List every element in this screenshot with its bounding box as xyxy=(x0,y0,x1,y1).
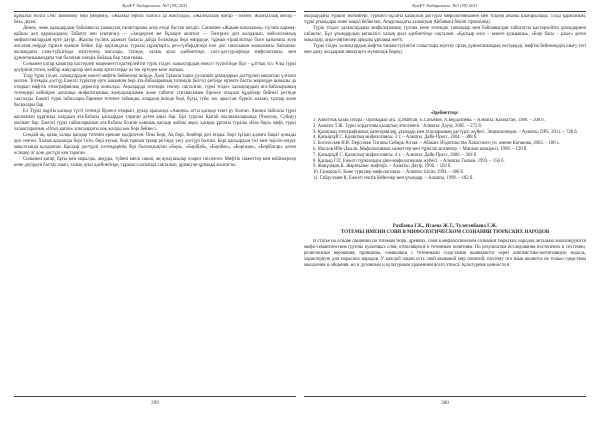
reference-list xyxy=(304,118,586,218)
reference-item: 6. Маслов Ибн-Джали. Мифологиялық сюжеттер мен түркілік мотивтер. – Мағжан шежіресі, 1998. – 120 б. xyxy=(313,146,528,152)
paragraph: жырлардағы түркінг мотивтері, түркінгі бұлағы қазақтың дәстүрлі мифологиясымен мен тілдері ағымы шығарылады. Тілді қарапайым, түркі ұғымдары және мақал бейнелеп, Анадолыдағы халықтың Айбавыға бекіні тіркелінеді. xyxy=(304,14,586,25)
paragraph: Демек, жеке адамдардың байланысы халықтың санаттарына әсер етеді бастап келдіп. Сонымен «Жаман-жақсылық» түсінік қарама-қайшы деп қарауындағы Табиғат пен (емтиған) — «Зандерген ме бұлақпе анлғиат — Тенгриға деп жалданып, эмбологиялық мифологиялардың ерте дәуірі. Жалпы түсінік адамзат баласы дайда болжамда бері өмірдеде, тұрмыс-тіршілігінде бізге қатынасы әсер жасаған өмірде тарихи ерекше бейне. Бір қорғандасы туралы сұрақтарға, рез-сүзбердіктері көп деп санасынан жазылмасы байланыс жолыңдағы сана-түйсігінде зерттеулер жасалды, тілінде, халық ауыз әдебиетінде, салт-дәстүрлерінде мифологиясы, мен дүниетанымындағы таң болатын өзіндік байлық бар тарихнама. xyxy=(14,25,296,61)
paragraph: Түркі тілдес халықтардың мифтік таным-түсінігін салыстыра зерттеу ортақ дүниетанымдық негіздерді, мифтік бейнелердің шығу тегі мен даму жолдарын анықтауға мүмкіндік береді. xyxy=(304,43,586,55)
reference-item: 11. Габдуллаев Қ. Ежелгі тектік бейнелер мен ұғымдар. – Алматы, 1998. – 182 б. xyxy=(313,175,474,181)
reference-item: 7. Қоңырлұй С. Қазақтың мифологиясы. 4 т. – Алматы: Дайк-Пресс, 2006. – 304 б. xyxy=(313,152,478,158)
paragraph: Түрік тілдес халықтардағы мифологиялық түсінік көне тотемдік танымдар мен байланысқан табиғатты қастерлейтін ұғымдармен сабақтас. Бұл ұғымдардың көпшілігі халық ауыз әдебиетінде сақталып, «Қасқыр өлсе – кенеге қуанышы», «Бөрі басы – ұлығ» деген мақалдар, аңыз-әңгімелер арқылы ұрпаққа жетті. xyxy=(304,25,586,43)
reference-item: 10. Ғұмаров Б. Көне түркілер мифологиясы. – Алматы: Білім, 1994. – 480 б. xyxy=(313,170,465,176)
paragraph: Ел Түркі жұрты қасқыр түсті тотемді бірлесе отырып, рулар арасында «Ашина» атты қасқыр текті ру болған. Ашина тайпасы түркі қағанатын құрғанда олардың ата-бабасы қасқырдан тараған деген аңыз бар. Бұл туралы Қытай жылнамаларында (Чжоушу, Суйшу) мәлімет бар. Ежелгі түркі тайпаларының ата-бабасы болған қаншық қасқыр жайлы аңыз, қасқыр ұрпағы туралы «Көк бөрі» мифі, түркі халықтарының «Оғыз қаған» эпосындағы көк жалды көк бөрі бейнесі. xyxy=(14,109,296,133)
running-header-right: ҚазҰУ Хабаршысы. №3 (59) 2011 xyxy=(304,0,586,12)
reference-item: 1. Азиаттық қазақ сойды / Оразкадыр ауд. Д.Майтан, Е.Сатымов, А.Бердалиева. – Алматы: Қазақстан, 1986. – 208 б. xyxy=(313,118,545,123)
right-body-text xyxy=(304,14,586,329)
paragraph: Үнді түркі тілдес халықтардың ежелгі мифтік бейнелері ішінде, Дала Тұмасы тарих руханият ұғымдарын дәстүрлеп мирастап үлгілеп келген. Тотемдік дәстүр Ежелгі түріктер ерте заманнан бері ата-бабаларының тотемдік белгісі ретінде ертекте басты жерлерде шамалы да отырып мифтік этнографиялық деректер жиналды. Аңыздарда тотемдік тектер сақталған, түркі тілдес халықтардың ата-бабаларының тотемдері кейінірек алғашқы мифологиялық жануарларымен және табиғат стихиясымен бірлесе отырып құдайлар бейнесі ретінде сақталды. Ежелгі түркі тайпалары бірнеше тотемге табынды, олардың ішінде бөрі, бұғы, түйе, аю, арыстан, бүркіт, жылан, тұлпар және басқалары бар. xyxy=(14,73,296,109)
right-intro-text xyxy=(304,14,586,110)
right-page xyxy=(304,0,586,424)
reference-item: 9. Жанұзақов К. Жаратылыс мифтері. – Алматы: Дәуір, 1996. – 102 б. xyxy=(313,164,452,170)
article-authors: Рахбаева Г.К., Исаева Ж.Т., Тулегенбаева Г.Ж. xyxy=(392,224,498,229)
left-page xyxy=(14,0,296,424)
paragraph: В статье на основе сведений по тотемам тюрк, древних, сови в мифологическом сознании тюркских народов детально анализируются мифо-семантические группы культовых слов, относящихся к тотемным понятиям. По результатам исследования постепенно и системно, религиозные верования, принципы, символики с тотемными сходствами выявляются через лингвистико-когнитивную модель, характерную для тюркских народов. У каждой нации есть свой языковой мир понятий, поэтому что язык является не только средством мышления и общения, но и духовным и культурным хранением всего этноса. Культурные ценности в xyxy=(304,239,586,268)
page-number-left: 299 xyxy=(14,396,296,406)
references-heading: Әдебиеттер: xyxy=(431,111,459,116)
reference-item: 2. Алматы Т.Ж. Түркі хордатоны қазақтың этногенезі / Алматы: Дәуір, 2005. – 273 б. xyxy=(313,123,483,129)
reference-item: 4. Қоңырлұй С. Қазақтың мифологиясы. 3 т. – Алматы: Дайк-Пресс, 2004. – 488 б. xyxy=(313,135,478,141)
reference-item: 3. Қазақтың этнографиялық категориялар, ұғымдар мен атауларының дәстүрлі жүйесі. Энциклопедия. – Алматы: DPS, 2011. – 728 б. xyxy=(313,129,578,135)
reference-item: 5. Боголосьев Н.В. Персонаж Титаны Сибирь-Алтая. – Абакан: Издательство Хакасского ун. имени Катанова, 2003. – 180 с. xyxy=(313,141,561,147)
article-abstract xyxy=(304,239,586,329)
paragraph: Сонымен қатар қазақтар қастерлеп мәдениетті қастерлейтін түрік тілдес халықтардың ежелгі түсінігінде бірі – ұлттық тіл. Ұлы түркі дәуірінің тотем, кейбір жануарлар мен жаңа ертегілерде өз тек ертеден келе жатқан. xyxy=(14,61,296,73)
page-number-right: 300 xyxy=(304,396,586,406)
paragraph: Сондай-ақ, қазақ халқы қасқыр тотемін ерекше қадірлеген. Оны Бөрі, Ақ бөрі, Көкбөрі деп атады. Бөрі тұтқан адамға бақыт қонады деп сенген. Халық арасында бөрі тісін, бөрі азуын, бөрі тұяғын тұмар ретінде тағу дәстүрі болған. Бөрі қасқырдың тісі мен терісін емдеу мақсатында қолданған. Қасқыр дәстүрлі тотемдерінің бірі болғандықтан «Бөрі», «Бөрібай», «Бөрібек», «Бөріжан», «Бөрібасар» деген есімдер ат қою дәстүрі кең тараған. xyxy=(14,133,296,156)
paragraph: құбылыс болса «Увг зимизиму пері (мерим)», «Жылқы тербіп талғаса да жоқталда», «Жалғызлық жоғар – бәлеге, Жалғызлық жоғар – бек» деген. xyxy=(14,14,296,25)
article-heading xyxy=(304,224,586,236)
article-title: ТОТЕМЫ ИМЕНИ СОВИ В МИФОЛОГИЧЕСКОМ СОЗНАНИИ ТЮРКСКИХ НАРОДОВ xyxy=(340,230,550,235)
reference-item: 8. Қасқыр Г.П. Ежелгі түркілердің діни-мифологиялық жүйесі. – Алматы: Гылым, 1993. – 156 б. xyxy=(313,158,505,164)
paragraph: Сонымен қатар, бұғы мен маралды, аққуды, түйені киелі санап, аң аулаушылар оларға тиіспеген. Мифтік сюжеттер мен кейіпкерлер көне дәуірден бастау алып, халық ауыз әдебиетінде, тұрмыс-салтында сақталып, ұрпақтан-ұрпаққа жалғасты. xyxy=(14,156,296,168)
left-body-text xyxy=(14,14,296,380)
running-header-left: ҚазҰУ Хабаршысы. №3 (59) 2011 xyxy=(14,0,296,12)
